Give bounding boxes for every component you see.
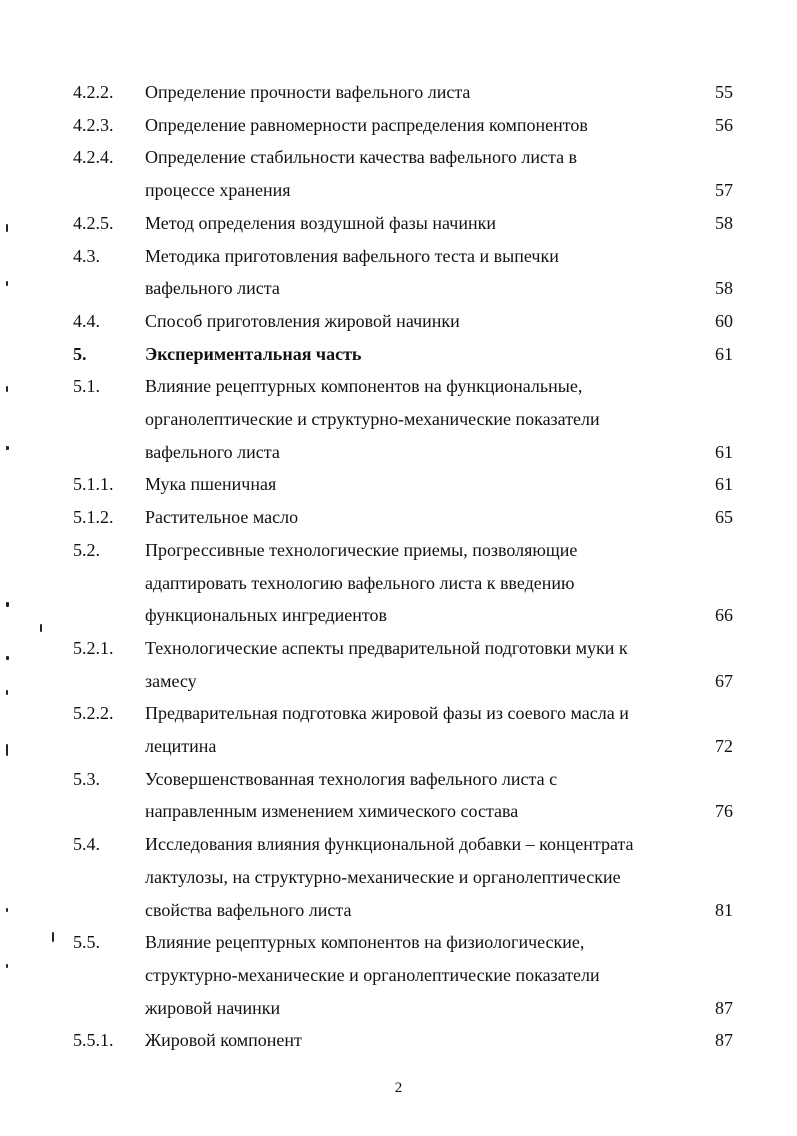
toc-entry-title: органолептические и структурно-механические показатели [145,409,600,429]
toc-entry-page: 87 [715,997,733,1018]
toc-entry-page: 57 [715,180,733,201]
scan-speck [52,932,54,942]
toc-entry-title: Исследования влияния функциональной добавки – концентрата [145,834,634,855]
toc-entry-number: 4.3. [73,245,100,266]
toc-entry-number: 5. [73,343,87,364]
toc-entry-title: свойства вафельного листа [145,899,352,920]
scan-speck [6,908,8,912]
scan-speck [6,964,8,968]
toc-entry-title: Определение равномерности распределения компонентов [145,114,588,135]
toc-entry-number: 4.2.5. [73,212,114,233]
toc-entry-page: 66 [715,605,733,626]
toc-entry-number: 5.3. [73,768,100,789]
scan-speck [6,281,8,286]
toc-entry-title: Прогрессивные технологические приемы, позволяющие [145,539,578,560]
toc-entry-page: 87 [715,1030,733,1051]
toc-entry-title: лактулозы, на структурно-механические и органолептические [145,866,621,887]
toc-entry-title: процессе хранения [145,180,291,201]
toc-entry-number: 5.2. [73,539,100,560]
toc-entry-title: направленным изменением химического состава [145,801,519,822]
toc-entry-number: 5.2.2. [73,703,114,724]
toc-entry-title: Определение стабильности качества вафельного листа в [145,147,578,168]
toc-entry-page: 65 [715,507,733,528]
toc-entry-page: 55 [715,82,733,102]
toc-entry-number: 4.2.4. [73,147,114,168]
toc-entry-page: 67 [715,670,733,691]
page-number: 2 [394,1080,403,1096]
toc-entry-page: 72 [715,736,733,756]
toc-entry-page: 58 [715,278,733,299]
toc-entry-title: Жировой компонент [145,1030,302,1051]
toc-entry-title: Экспериментальная часть [145,343,362,364]
scan-speck [40,624,42,632]
toc-entry-title: Усовершенствованная технология вафельного листа с [145,768,558,789]
toc-entry-number: 5.4. [73,834,100,855]
toc-entry-page: 61 [715,343,733,364]
toc-entry-number: 4.2.3. [73,114,114,135]
toc-entry-page: 58 [715,212,733,233]
toc-entry-title: Метод определения воздушной фазы начинки [145,212,496,233]
toc-entry-number: 5.1.1. [73,474,114,495]
scan-speck [6,602,9,607]
toc-entry-title: Растительное масло [145,507,299,528]
toc-entry-number: 5.5. [73,932,100,953]
toc-entry-title: Определение прочности вафельного листа [145,82,471,102]
toc-entry-title: вафельного листа [145,441,280,462]
toc-entry-title: Предварительная подготовка жировой фазы из соевого масла и [145,703,629,724]
toc-entry-title: лецитина [145,736,217,756]
toc-entry-title: структурно-механические и органолептические показатели [145,964,600,985]
toc-entry-number: 5.5.1. [73,1030,114,1051]
scan-speck [6,224,8,232]
toc-entry-number: 4.2.2. [73,82,114,102]
toc-entry-page: 56 [715,114,733,135]
scan-speck [6,690,8,695]
toc-entry-title: Методика приготовления вафельного теста и выпечки [145,245,559,266]
toc-entry-page: 81 [715,899,733,920]
toc-entry-page: 61 [715,441,733,462]
toc-entry-number: 5.1.2. [73,507,114,528]
toc-entry-page: 60 [715,310,733,331]
toc-entry-number: 5.1. [73,376,100,397]
toc-entry-title: вафельного листа [145,278,280,299]
scan-speck [6,446,9,450]
toc-entry-page: 61 [715,474,733,495]
toc-entry-title: Мука пшеничная [145,474,277,495]
toc-entry-title: жировой начинки [145,997,281,1018]
toc-entry-number: 5.2.1. [73,637,114,658]
scan-speck [6,744,8,756]
toc-entry-title: адаптировать технологию вафельного листа к введению [145,572,575,593]
toc-entry-title: Способ приготовления жировой начинки [145,310,460,331]
toc-entry-title: замесу [145,670,197,691]
scan-speck [6,656,9,660]
toc-entry-number: 4.4. [73,310,100,331]
toc-entry-title: Влияние рецептурных компонентов на функциональные, [145,376,583,397]
toc-entry-title: Технологические аспекты предварительной подготовки муки к [145,637,628,658]
toc-entry-title: функциональных ингредиентов [145,605,387,626]
toc-entry-page: 76 [715,801,733,822]
toc-entry-title: Влияние рецептурных компонентов на физиологические, [145,932,585,953]
scan-speck [6,386,8,392]
